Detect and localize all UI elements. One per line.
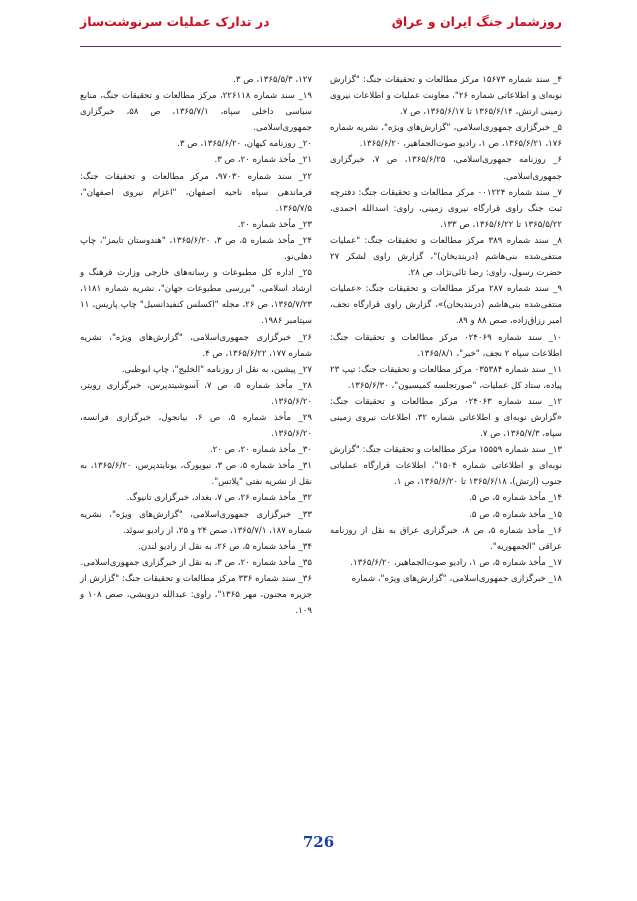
footnote-21: ۲۱_ مأخذ شماره ۲۰، ص ۳. — [214, 155, 312, 166]
footnote-27: ۲۷_ پیشین، به نقل از روزنامه "الخلیج"، چاپ ابوظبی. — [121, 364, 312, 375]
footnote-11: ۱۱_ سند شماره ۰۳۵۳۸۴ مرکز مطالعات و تحقیقات جنگ: تیپ ۲۳ پیاده، ستاد کل عملیات، "صورتجلسه کمیسیون"، ۱۳۶۵/۶/۳۰. — [330, 364, 562, 391]
footnote-34: ۳۴_ مأخذ شماره ۵، ص ۲۶، به نقل از رادیو لندن. — [138, 541, 312, 552]
header-divider — [80, 46, 561, 47]
footnote-14: ۱۴_ مأخذ شماره ۵، ص ۵. — [469, 493, 562, 504]
footnote-22: ۲۲_ سند شماره ۹۷۰۳۰، مرکز مطالعات و تحقیقات جنگ: فرماندهی سپاه ناحیه اصفهان، "اعزام نیروی اصفهان"، ۱۳۶۵/۷/۵. — [80, 171, 312, 214]
footnote-10: ۱۰_ سند شماره ۰۲۴۰۶۹ مرکز مطالعات و تحقیقات جنگ: اطلاعات سپاه ۲ نجف، "خبر"، ۱۳۶۵/۸/۱. — [330, 332, 562, 359]
footnote-17: ۱۷_ مأخذ شماره ۵، ص ۱، رادیو صوت‌الجماهیر، ۱۳۶۵/۶/۲۰. — [350, 557, 562, 568]
footnote-18-continued: ۱۲۷، ۱۳۶۵/۵/۳، ص ۳. — [233, 75, 312, 85]
footnote-12: ۱۲_ سند شماره ۰۲۴۰۶۳ مرکز مطالعات و تحقیقات جنگ: «گزارش نوبه‌ای و اطلاعاتی شماره ۳۲، اطلاعات نیروی زمینی سپاه، ۱۳۶۵/۷/۳، ص ۷. — [330, 396, 562, 440]
footnote-9: ۹_ سند شماره ۲۸۷ مرکز مطالعات و تحقیقات جنگ: «عملیات منتفی‌شده بنی‌هاشم (دربندیخان)»، گزارش راوی قرارگاه نجف، امیر رزاق‌زاده، صص ۸۸ و ۸۹. — [330, 284, 562, 327]
footnote-25: ۲۵_ اداره کل مطبوعات و رسانه‌های خارجی وزارت فرهنگ و ارشاد اسلامی، "بررسی مطبوعات جهان"، نشریه شماره ۱۱۸۱، ۱۳۶۵/۷/۲۳، ص ۲۶، مجله "اکسلس کنفیدانسیل" چاپ پاریس، ۱۱ سپتامبر ۱۹۸۶. — [80, 268, 312, 327]
footnote-26: ۲۶_ خبرگزاری جمهوری‌اسلامی، "گزارش‌های ویژه"، نشریه شماره ۱۷۷، ۱۳۶۵/۶/۲۲، ص ۴. — [80, 332, 312, 359]
footnote-13: ۱۳_ سند شماره ۱۵۵۵۹ مرکز مطالعات و تحقیقات جنگ: "گزارش نوبه‌ای و اطلاعاتی شماره ۱۵۰۴"، اطلاعات قرارگاه عملیاتی جنوب (ارتش)، ۱۳۶۵/۶/۱۸ تا ۱۳۶۵/۶/۲۰، ص ۱. — [330, 445, 562, 488]
footnote-36: ۳۶_ سند شماره ۳۳۶ مرکز مطالعات و تحقیقات جنگ: "گزارش از جزیره مجنون، مهر ۱۳۶۵"، راوی: عبدالله درویشی، صص ۱۰۸ و ۱۰۹. — [80, 573, 312, 617]
footnote-30: ۳۰_ مأخذ شماره ۲۰، ص ۲۰. — [209, 445, 312, 456]
footnote-8: ۸_ سند شماره ۳۸۹ مرکز مطالعات و تحقیقات جنگ: "عملیات منتفی‌شده بنی‌هاشم (دربندیخان)"، گزارش راوی لشکر ۲۷ حضرت رسول، راوی: رضا تائی‌نژاد، ص ۲۸. — [330, 235, 562, 279]
chapter-title: در تدارک عملیات سرنوشت‌ساز — [80, 14, 270, 29]
notes-column-right — [330, 72, 562, 587]
footnote-24: ۲۴_ مأخذ شماره ۵، ص ۳، ۱۳۶۵/۶/۲۰، "هندوستان تایمز"، چاپ دهلی‌نو. — [80, 235, 312, 263]
book-title: روزشمار جنگ ایران و عراق — [391, 14, 562, 29]
footnote-19: ۱۹_ سند شماره ۲۲۶۱۱۸، مرکز مطالعات و تحقیقات جنگ، منابع سیاسی داخلی سپاه، ۱۳۶۵/۷/۱، ص ۵۸، خبرگزاری جمهوری‌اسلامی. — [80, 91, 312, 134]
footnote-23: ۲۳_ مأخذ شماره ۲۰. — [237, 219, 312, 230]
footnote-16: ۱۶_ مأخذ شماره ۵، ص ۸، خبرگزاری عراق به نقل از روزنامه عراقی "الجمهوریه". — [330, 525, 562, 552]
footnote-15: ۱۵_ مأخذ شماره ۵، ص ۵. — [469, 509, 562, 520]
footnote-18: ۱۸_ خبرگزاری جمهوری‌اسلامی، "گزارش‌های ویژه"، شماره — [351, 573, 562, 584]
page-number: 726 — [302, 833, 335, 851]
footnote-31: ۳۱_ مأخذ شماره ۵، ص ۳، نیویورک، یونایتدپرس، ۱۳۶۵/۶/۲۰، به نقل از نشریه نفتی "پلاتس". — [80, 461, 312, 488]
footnote-5: ۵_ خبرگزاری جمهوری‌اسلامی، "گزارش‌های ویژه"، نشریه شماره ۱۷۶، ۱۳۶۵/۶/۲۱، ص ۱، رادیو صوت‌الجماهیر، ۱۳۶۵/۶/۲۰. — [330, 123, 562, 150]
footnote-28: ۲۸_ مأخذ شماره ۵، ص ۷، آسوشیتدپرس، خبرگزاری رویتر، ۱۳۶۵/۶/۲۰. — [80, 380, 312, 407]
footnote-7: ۷_ سند شماره ۰۰۱۲۲۴ مرکز مطالعات و تحقیقات جنگ: دفترچه ثبت جنگ راوی قرارگاه نیروی زمینی، راوی: اسدالله احمدی، ۱۳۶۵/۵/۲۲ تا ۱۳۶۵/۶/۲۲، ص ۱۳۳. — [330, 187, 562, 230]
footnote-20: ۲۰_ روزنامه کیهان، ۱۳۶۵/۶/۲۰، ص ۳. — [177, 139, 312, 150]
footnote-29: ۲۹_ مأخذ شماره ۵، ص ۶، بیانجول، خبرگزاری فرانسه، ۱۳۶۵/۶/۲۰. — [80, 412, 312, 440]
footnote-6: ۶_ روزنامه جمهوری‌اسلامی، ۱۳۶۵/۶/۲۵، ص ۷، خبرگزاری جمهوری‌اسلامی. — [330, 155, 562, 182]
footnote-32: ۳۲_ مأخذ شماره ۲۶، ص ۷، بغداد، خبرگزاری تانیوگ. — [126, 493, 312, 504]
page-header — [80, 14, 562, 36]
footnote-4: ۴_ سند شماره ۱۵۶۷۳ مرکز مطالعات و تحقیقات جنگ: "گزارش نوبه‌ای و اطلاعاتی شماره ۲۶"، معاونت عملیات و اطلاعات نیروی زمینی ارتش، ۱۳۶۵/۶/۱۴ تا ۱۳۶۵/۶/۱۷، ص ۷. — [330, 75, 563, 118]
footnote-35: ۳۵_ مأخذ شماره ۲۰، ص ۳، به نقل از خبرگزاری جمهوری‌اسلامی. — [80, 557, 312, 568]
footnote-33: ۳۳_ خبرگزاری جمهوری‌اسلامی، "گزارش‌های ویژه"، نشریه شماره ۱۸۷، ۱۳۶۵/۷/۱، صص ۲۴ و ۲۵، از رادیو سوئد. — [80, 509, 312, 536]
notes-column-left — [80, 72, 312, 619]
